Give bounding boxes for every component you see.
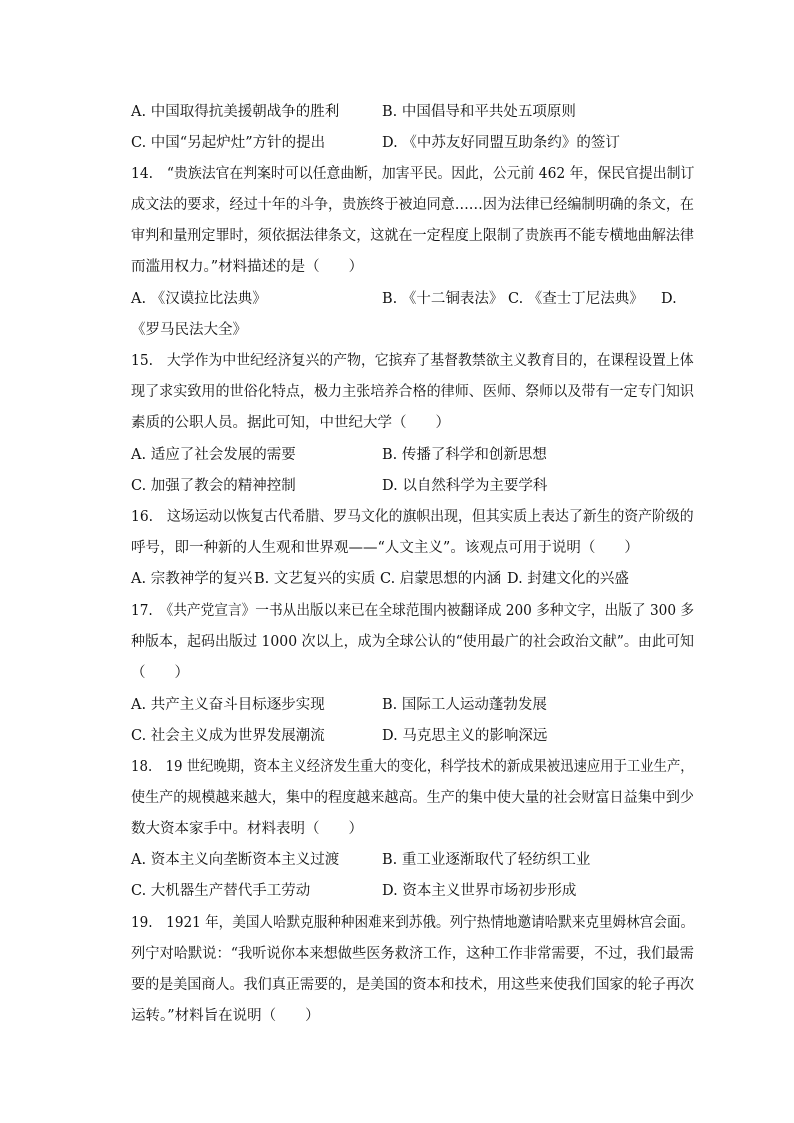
q18-option-b: B. 重工业逐渐取代了轻纺织工业: [382, 852, 591, 868]
q15-option-d: D. 以自然科学为主要学科: [382, 478, 548, 494]
q19-stem-line-4: 运转。”材料旨在说明（ ）: [131, 1008, 320, 1024]
q14-option-d-text: 《罗马民法大全》: [131, 322, 247, 338]
q13-option-c: C. 中国“另起炉灶”方针的提出: [131, 135, 326, 151]
q14-option-a: A. 《汉谟拉比法典》: [131, 291, 267, 307]
q17-stem-line-3: （ ）: [131, 665, 189, 681]
q18-stem-line-3: 数大资本家手中。材料表明（ ）: [131, 821, 363, 837]
q18-stem-line-2: 使生产的规模越来越大，集中的程度越来越高。生产的集中使大量的社会财富日益集中到少: [131, 790, 695, 806]
q17-option-a: A. 共产主义奋斗目标逐步实现: [131, 697, 325, 713]
q15-stem-line-3: 素质的公职人员。据此可知，中世纪大学（ ）: [131, 415, 450, 431]
q16-option-a: A. 宗教神学的复兴: [131, 571, 253, 587]
q18-option-a: A. 资本主义向垄断资本主义过渡: [131, 852, 340, 868]
q19-stem-line-3: 要的是美国商人。我们真正需要的，是美国的资本和技术，用这些来使我们国家的轮子再次: [131, 977, 695, 993]
q16-option-c: C. 启蒙思想的内涵: [380, 571, 502, 587]
q17-stem-line-1: 17. 《共产党宣言》一书从出版以来已在全球范围内被翻译成 200 多种文字，出版了 300 多: [131, 603, 695, 619]
q14-stem-line-4: 而滥用权力。”材料描述的是（ ）: [131, 259, 364, 275]
q18-stem-line-1: 18. 19 世纪晚期，资本主义经济发生重大的变化，科学技术的新成果被迅速应用于工业生产，: [131, 759, 694, 775]
q14-stem-line-1: 14. “贵族法官在判案时可以任意曲断，加害平民。因此，公元前 462 年，保民官提出制订: [131, 166, 695, 182]
q14-option-c: C. 《查士丁尼法典》: [508, 291, 644, 307]
q15-option-b: B. 传播了科学和创新思想: [382, 447, 547, 463]
q19-stem-line-2: 列宁对哈默说：“我听说你本来想做些医务救济工作，这种工作非常需要，不过，我们最需: [131, 946, 694, 962]
q14-stem-line-3: 审判和量刑定罪时，须依据法律条文，这就在一定程度上限制了贵族再不能专横地曲解法律: [131, 228, 695, 244]
q18-option-c: C. 大机器生产替代手工劳动: [131, 883, 311, 899]
q17-stem-line-2: 种版本，起码出版过 1000 次以上，成为全球公认的“使用最广的社会政治文献”。由此可知: [131, 634, 694, 650]
q15-option-c: C. 加强了教会的精神控制: [131, 478, 296, 494]
q19-stem-line-1: 19. 1921 年，美国人哈默克服种种困难来到苏俄。列宁热情地邀请哈默来克里姆林宫会面。: [131, 915, 695, 931]
q13-option-d: D. 《中苏友好同盟互助条约》的签订: [382, 135, 620, 151]
q13-option-b: B. 中国倡导和平共处五项原则: [382, 104, 576, 120]
q16-stem-line-2: 呼号，即一种新的人生观和世界观——“人文主义”。该观点可用于说明（ ）: [131, 540, 639, 556]
q16-option-d: D. 封建文化的兴盛: [507, 571, 629, 587]
q16-option-b: B. 文艺复兴的实质: [254, 571, 376, 587]
q14-option-b: B. 《十二铜表法》: [382, 291, 504, 307]
q18-option-d: D. 资本主义世界市场初步形成: [382, 883, 577, 899]
q15-stem-line-2: 现了求实致用的世俗化特点，极力主张培养合格的律师、医师、祭师以及带有一定专门知识: [131, 384, 695, 400]
q13-option-a: A. 中国取得抗美援朝战争的胜利: [131, 104, 340, 120]
q17-option-c: C. 社会主义成为世界发展潮流: [131, 728, 325, 744]
q17-option-d: D. 马克思主义的影响深远: [382, 728, 548, 744]
q15-stem-line-1: 15. 大学作为中世纪经济复兴的产物，它摈弃了基督教禁欲主义教育目的，在课程设置上体: [131, 353, 694, 369]
q14-stem-line-2: 成文法的要求，经过十年的斗争，贵族终于被迫同意……因为法律已经编制明确的条文，在: [131, 197, 695, 213]
q15-option-a: A. 适应了社会发展的需要: [131, 447, 296, 463]
q16-stem-line-1: 16. 这场运动以恢复古代希腊、罗马文化的旗帜出现，但其实质上表达了新生的资产阶级的: [131, 509, 694, 525]
q17-option-b: B. 国际工人运动蓬勃发展: [382, 697, 547, 713]
q14-option-d-label: D.: [661, 291, 677, 307]
